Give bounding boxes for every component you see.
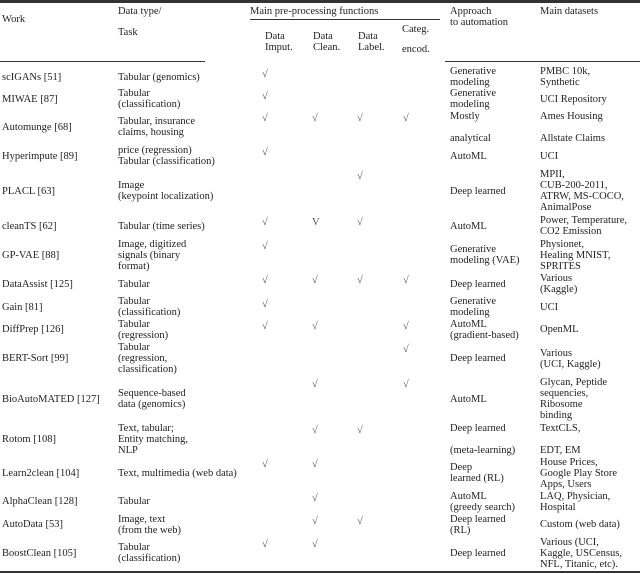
- table-row: [0, 341, 640, 376]
- data-type-cell: Image, digitized signals (binary format): [118, 238, 187, 272]
- approach-cell: Mostly analytical: [450, 110, 491, 144]
- work-cell: AutoData [53]: [2, 519, 63, 530]
- work-cell: DiffPrep [126]: [2, 324, 64, 335]
- data-type-cell: Tabular (genomics): [118, 71, 200, 83]
- cleaning-mark: √: [312, 321, 318, 332]
- header-data-clean: Data Clean.: [313, 31, 341, 53]
- categorical-encoding-mark: [403, 66, 423, 88]
- categorical-encoding-mark: [403, 296, 423, 318]
- imputation-mark: √: [262, 299, 268, 310]
- approach-cell: AutoML: [450, 393, 487, 405]
- approach-cell: Generative modeling (VAE): [450, 244, 520, 266]
- work-cell: Automunge [68]: [2, 121, 72, 133]
- categorical-encoding-mark: √: [403, 321, 409, 332]
- cleaning-mark: √: [312, 459, 318, 470]
- imputation-mark: [262, 168, 282, 214]
- imputation-mark: √: [262, 539, 268, 550]
- imputation-mark: √: [262, 69, 268, 80]
- header-main-functions: Main pre-processing functions: [250, 6, 379, 17]
- labeling-mark: [357, 88, 377, 110]
- labeling-mark: √: [357, 516, 363, 527]
- cleaning-mark: √: [312, 425, 318, 436]
- data-type-cell: Tabular (classification): [118, 542, 181, 564]
- imputation-mark: √: [262, 241, 268, 252]
- cleaning-mark: √: [312, 516, 318, 527]
- table-row: [0, 214, 640, 238]
- approach-cell: Deep learned (meta-learning): [450, 422, 516, 456]
- datasets-cell: Custom (web data): [540, 519, 620, 530]
- table-row: [0, 238, 640, 272]
- categorical-encoding-mark: [403, 238, 423, 272]
- cleaning-mark: √: [312, 493, 318, 504]
- header-task: Task: [118, 27, 138, 38]
- labeling-mark: [357, 341, 377, 376]
- cleaning-mark: √: [312, 113, 318, 124]
- datasets-cell: Various (UCI, Kaggle): [540, 347, 601, 370]
- header-work: Work: [2, 14, 26, 25]
- header-rule-right: [445, 61, 640, 62]
- imputation-mark: [262, 341, 282, 376]
- datasets-cell: UCI Repository: [540, 93, 607, 105]
- table-row: [0, 318, 640, 341]
- labeling-mark: [357, 296, 377, 318]
- cleaning-mark: [312, 296, 332, 318]
- header-approach: Approach to automation: [450, 6, 509, 28]
- cleaning-mark: √: [312, 539, 318, 550]
- labeling-mark: √: [357, 275, 363, 286]
- work-cell: Rotom [108]: [2, 433, 56, 445]
- labeling-mark: √: [357, 425, 363, 436]
- data-type-cell: Tabular: [118, 496, 150, 507]
- table-row: [0, 110, 640, 144]
- header-categ: Categ.: [402, 24, 430, 35]
- datasets-cell: Ames Housing Allstate Claims: [540, 110, 606, 144]
- datasets-cell: LAQ, Physician, Hospital: [540, 490, 611, 513]
- data-type-cell: price (regression) Tabular (classification): [118, 145, 215, 167]
- top-rule: [0, 0, 640, 3]
- data-type-cell: Image, text (from the web): [118, 513, 181, 536]
- categorical-encoding-mark: √: [403, 379, 409, 390]
- approach-cell: Generative modeling: [450, 296, 497, 318]
- table-row: [0, 296, 640, 318]
- table-row: [0, 66, 640, 88]
- imputation-mark: √: [262, 147, 268, 158]
- data-type-cell: Text, multimedia (web data): [118, 467, 237, 479]
- datasets-cell: OpenML: [540, 324, 579, 335]
- work-cell: MIWAE [87]: [2, 93, 58, 105]
- data-type-cell: Image (keypoint localization): [118, 180, 214, 202]
- categorical-encoding-mark: [403, 456, 423, 490]
- table-row: [0, 144, 640, 168]
- approach-cell: Generative modeling: [450, 88, 497, 110]
- work-cell: scIGANs [51]: [2, 71, 62, 83]
- categorical-encoding-mark: √: [403, 275, 409, 286]
- labeling-mark: [357, 376, 377, 422]
- labeling-mark: [357, 536, 377, 570]
- work-cell: Learn2clean [104]: [2, 467, 80, 479]
- datasets-cell: Physionet, Healing MNIST, SPRITES: [540, 238, 611, 272]
- work-cell: BioAutoMATED [127]: [2, 393, 100, 405]
- imputation-mark: √: [262, 113, 268, 124]
- data-type-cell: Sequence-based data (genomics): [118, 388, 186, 410]
- labeling-mark: √: [357, 171, 363, 182]
- categorical-encoding-mark: [403, 536, 423, 570]
- categorical-encoding-mark: [403, 513, 423, 536]
- categorical-encoding-mark: √: [403, 344, 409, 355]
- subheader-rule: [250, 19, 440, 20]
- datasets-cell: Glycan, Peptide sequencies, Ribosome binding: [540, 377, 608, 421]
- header-datasets: Main datasets: [540, 6, 599, 17]
- cleaning-mark: [312, 341, 332, 376]
- header-data-type: Data type/: [118, 6, 162, 17]
- data-type-cell: Tabular (classification): [118, 88, 181, 110]
- approach-cell: Generative modeling: [450, 66, 497, 88]
- cleaning-mark: [312, 168, 332, 214]
- table-row: [0, 456, 640, 490]
- data-type-cell: Tabular: [118, 278, 150, 290]
- table-row: [0, 422, 640, 456]
- table-row: [0, 513, 640, 536]
- datasets-cell: Power, Temperature, CO2 Emission: [540, 215, 627, 237]
- cleaning-mark: [312, 144, 332, 168]
- imputation-mark: [262, 422, 282, 456]
- data-type-cell: Tabular (regression, classification): [118, 342, 177, 375]
- data-type-cell: Tabular, insurance claims, housing: [118, 116, 195, 138]
- data-type-cell: Tabular (time series): [118, 220, 205, 232]
- table-row: [0, 376, 640, 422]
- data-type-cell: Text, tabular; Entity matching, NLP: [118, 422, 188, 456]
- header-data-imput: Data Imput.: [265, 31, 293, 53]
- datasets-cell: Various (Kaggle): [540, 273, 578, 295]
- labeling-mark: √: [357, 217, 363, 228]
- approach-cell: AutoML: [450, 220, 487, 232]
- approach-cell: Deep learned (RL): [450, 462, 504, 484]
- labeling-mark: [357, 456, 377, 490]
- approach-cell: AutoML: [450, 150, 487, 162]
- work-cell: BERT-Sort [99]: [2, 353, 69, 364]
- work-cell: PLACL [63]: [2, 185, 55, 197]
- categorical-encoding-mark: [403, 88, 423, 110]
- imputation-mark: √: [262, 459, 268, 470]
- bottom-rule: [0, 571, 640, 573]
- datasets-cell: House Prices, Google Play Store Apps, Users: [540, 456, 617, 490]
- imputation-mark: [262, 490, 282, 513]
- table-row: [0, 490, 640, 513]
- imputation-mark: √: [262, 217, 268, 228]
- labeling-mark: [357, 238, 377, 272]
- work-cell: AlphaClean [128]: [2, 496, 78, 507]
- categorical-encoding-mark: [403, 214, 423, 238]
- approach-cell: Deep learned: [450, 547, 506, 559]
- cleaning-mark: V: [312, 217, 320, 228]
- datasets-cell: Various (UCI, Kaggle, USCensus, NFL, Titanic, etc).: [540, 536, 622, 570]
- labeling-mark: [357, 66, 377, 88]
- labeling-mark: [357, 490, 377, 513]
- header-encod: encod.: [402, 44, 430, 55]
- work-cell: Hyperimpute [89]: [2, 150, 78, 162]
- work-cell: GP-VAE [88]: [2, 249, 60, 261]
- approach-cell: Deep learned: [450, 185, 506, 197]
- table-row: [0, 536, 640, 570]
- categorical-encoding-mark: [403, 144, 423, 168]
- cleaning-mark: √: [312, 275, 318, 286]
- datasets-cell: PMBC 10k, Synthetic: [540, 66, 591, 88]
- header-rule-left: [0, 61, 205, 62]
- cleaning-mark: [312, 238, 332, 272]
- approach-cell: AutoML (greedy search): [450, 490, 515, 513]
- datasets-cell: UCI: [540, 150, 559, 162]
- imputation-mark: √: [262, 91, 268, 102]
- datasets-cell: TextCLS, EDT, EM: [540, 422, 581, 456]
- labeling-mark: [357, 144, 377, 168]
- approach-cell: Deep learned: [450, 353, 506, 364]
- imputation-mark: [262, 376, 282, 422]
- labeling-mark: √: [357, 113, 363, 124]
- categorical-encoding-mark: [403, 168, 423, 214]
- work-cell: DataAssist [125]: [2, 278, 73, 290]
- labeling-mark: [357, 318, 377, 341]
- header-data-label: Data Label.: [358, 31, 385, 53]
- imputation-mark: [262, 513, 282, 536]
- data-type-cell: Tabular (classification): [118, 296, 181, 318]
- work-cell: Gain [81]: [2, 301, 43, 313]
- table-row: [0, 88, 640, 110]
- cleaning-mark: [312, 66, 332, 88]
- imputation-mark: √: [262, 275, 268, 286]
- table-row: [0, 168, 640, 214]
- categorical-encoding-mark: [403, 422, 423, 456]
- approach-cell: Deep learned: [450, 278, 506, 290]
- data-type-cell: Tabular (regression): [118, 318, 169, 341]
- cleaning-mark: √: [312, 379, 318, 390]
- imputation-mark: √: [262, 321, 268, 332]
- categorical-encoding-mark: [403, 490, 423, 513]
- table-row: [0, 272, 640, 296]
- work-cell: cleanTS [62]: [2, 220, 57, 232]
- approach-cell: AutoML (gradient-based): [450, 318, 519, 341]
- datasets-cell: UCI: [540, 301, 559, 313]
- work-cell: BoostClean [105]: [2, 547, 77, 559]
- approach-cell: Deep learned (RL): [450, 513, 506, 536]
- datasets-cell: MPII, CUB-200-2011, ATRW, MS-COCO, AnimalPose: [540, 169, 624, 213]
- cleaning-mark: [312, 88, 332, 110]
- categorical-encoding-mark: √: [403, 113, 409, 124]
